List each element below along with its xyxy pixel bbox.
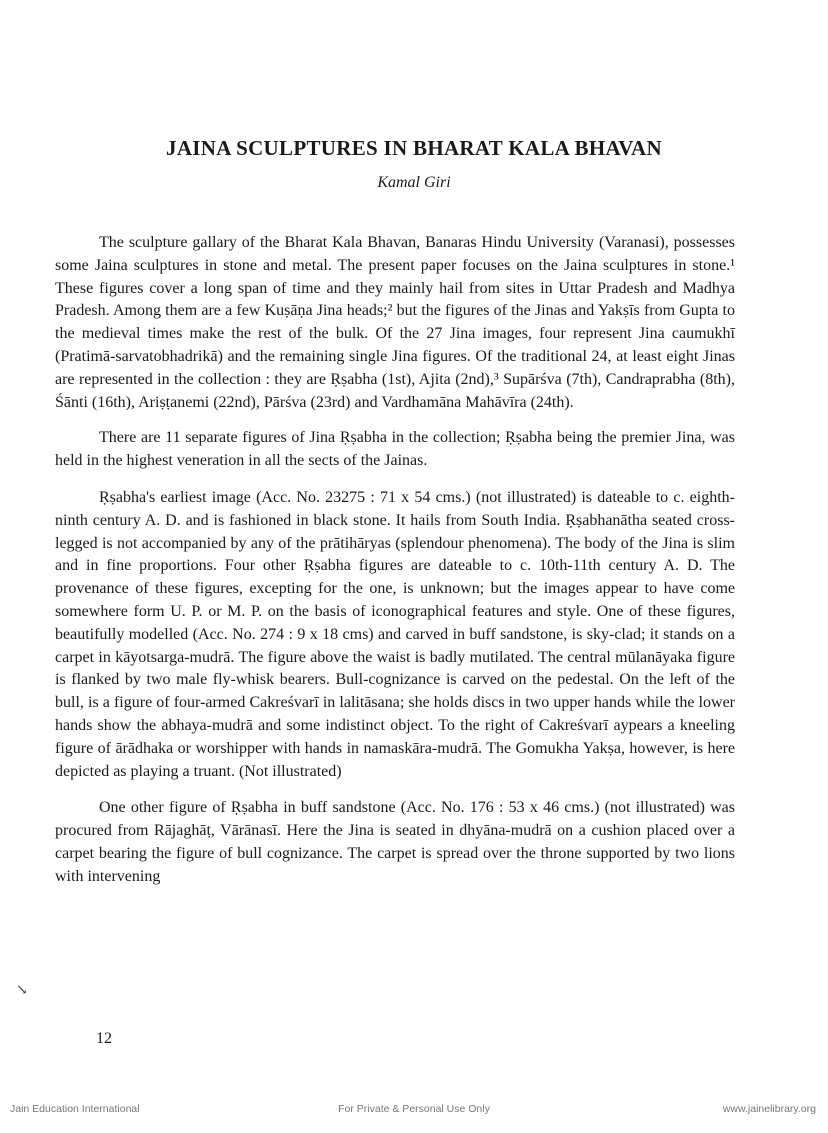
paragraph-1: The sculpture gallary of the Bharat Kala Bhavan, Banaras Hindu University (Varanasi), possesses some Jaina sculptures in stone and metal. The present paper focuses on the Jaina sculptures in stone.¹ These figures cover a long span of time and they mainly hail from sites in Uttar Pradesh and Madhya Pradesh. Among them are a few Kuṣāṇa Jina heads;² but the figures of the Jinas and Yakṣīs from Gupta to the medieval times make the rest of the bulk. Of the 27 Jina images, four represent Jina caumukhī (Pratimā-sarvatobhadrikā) and the remaining single Jina figures. Of the traditional 24, at least eight Jinas are represented in the collection : they are Ṛṣabha (1st), Ajita (2nd),³ Supārśva (7th), Candraprabha (8th), Śānti (16th), Ariṣṭanemi (22nd), Pārśva (23rd) and Vardhamāna Mahāvīra (24th). xyxy=(55,234,735,411)
margin-mark-icon: ↘ xyxy=(16,983,28,998)
footer-center-text: For Private & Personal Use Only xyxy=(338,1103,490,1115)
paragraph-2: There are 11 separate figures of Jina Ṛṣabha in the collection; Ṛṣabha being the premier Jina, was held in the highest veneration in all the sects of the Jainas. xyxy=(55,429,735,470)
paragraph-3: Ṛṣabha's earliest image (Acc. No. 23275 : 71 x 54 cms.) (not illustrated) is dateable to c. eighth-ninth century A. D. and is fashioned in black stone. It hails from South India. Ṛṣabhanātha seated cross-legged is not accompanied by any of the prātihāryas (splendour phenomena). The body of the Jina is slim and in fine proportions. Four other Ṛṣabha figures are dateable to c. 10th-11th century A. D. The provenance of these figures, excepting for the one, is unknown; but the images appear to have come somewhere form U. P. or M. P. on the basis of iconographical features and style. One of these figures, beautifully modelled (Acc. No. 274 : 9 x 18 cms) and carved in buff sandstone, is sky-clad; it stands on a carpet in kāyotsarga-mudrā. The figure above the waist is badly mutilated. The central mūlanāyaka figure is flanked by two male fly-whisk bearers. Bull-cognizance is carved on the pedestal. On the left of the bull, is a figure of four-armed Cakreśvarī in lalitāsana; she holds discs in two upper hands while the lower hands show the abhaya-mudrā and some indistinct object. To the right of Cakreśvarī aypears a kneeling figure of ārādhaka or worshipper with hands in namaskāra-mudrā. The Gomukha Yakṣa, however, is here depicted as playing a truant. (Not illustrated) xyxy=(55,488,735,780)
author-name: Kamal Giri xyxy=(377,174,451,191)
footer-link[interactable]: www.jainelibrary.org xyxy=(722,1103,816,1115)
article-title: JAINA SCULPTURES IN BHARAT KALA BHAVAN xyxy=(166,136,662,160)
article-body xyxy=(55,232,735,889)
footer-left-text: Jain Education International xyxy=(10,1103,140,1115)
page-number: 12 xyxy=(96,1030,112,1047)
paragraph-4: One other figure of Ṛṣabha in buff sandstone (Acc. No. 176 : 53 x 46 cms.) (not illustrated) was procured from Rājaghāṭ, Vārānasī. Here the Jina is seated in dhyāna-mudrā on a cushion placed over a carpet bearing the figure of bull cognizance. The carpet is spread over the throne supported by two lions with intervening xyxy=(55,799,735,885)
